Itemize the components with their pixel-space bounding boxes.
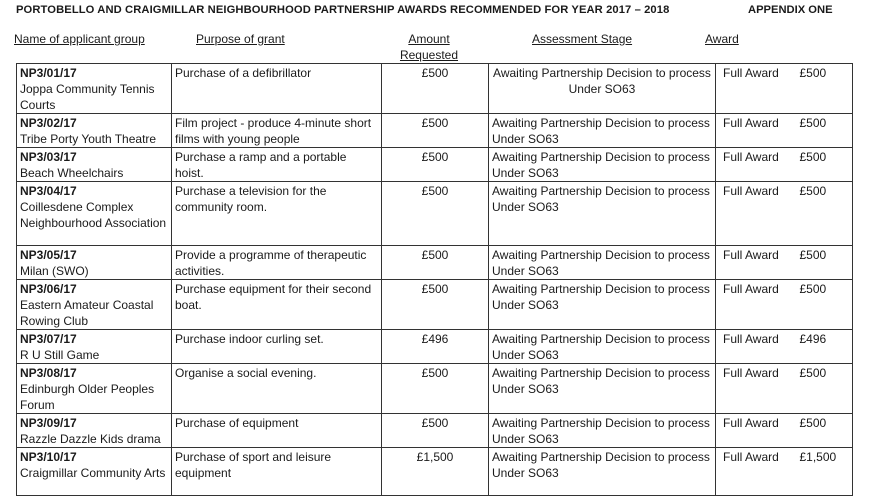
- table-row: [17, 414, 853, 448]
- purpose-cell: Purchase equipment for their second boat.: [172, 280, 382, 330]
- amount-cell: £500: [382, 64, 489, 114]
- award-type-cell: Full Award: [716, 246, 798, 280]
- applicant-group: Joppa Community Tennis Courts: [20, 82, 155, 112]
- document-title: PORTOBELLO AND CRAIGMILLAR NEIGHBOURHOOD PARTNERSHIP AWARDS RECOMMENDED FOR YEAR 2017 – 2018: [16, 4, 670, 16]
- stage-cell: Awaiting Partnership Decision to process Under SO63: [489, 64, 716, 114]
- amount-cell: £500: [382, 414, 489, 448]
- table-row: [17, 330, 853, 364]
- stage-cell: Awaiting Partnership Decision to process Under SO63: [489, 414, 716, 448]
- stage-cell: Awaiting Partnership Decision to process Under SO63: [489, 114, 716, 148]
- award-value-cell: £500: [798, 280, 853, 330]
- table-row: [17, 64, 853, 114]
- amount-cell: £500: [382, 246, 489, 280]
- award-value-cell: £500: [798, 414, 853, 448]
- applicant-group: R U Still Game: [20, 348, 100, 362]
- purpose-cell: Film project - produce 4-minute short films with young people: [172, 114, 382, 148]
- award-type-cell: Full Award: [716, 148, 798, 182]
- table-row: [17, 246, 853, 280]
- stage-cell: Awaiting Partnership Decision to process Under SO63: [489, 448, 716, 496]
- purpose-cell: Purchase of equipment: [172, 414, 382, 448]
- column-header-award: Award: [705, 32, 739, 46]
- applicant-group: Beach Wheelchairs: [20, 166, 124, 180]
- reference-number: NP3/01/17: [20, 66, 77, 80]
- amount-cell: £500: [382, 280, 489, 330]
- award-type-cell: Full Award: [716, 364, 798, 414]
- stage-cell: Awaiting Partnership Decision to process Under SO63: [489, 364, 716, 414]
- amount-cell: £496: [382, 330, 489, 364]
- reference-number: NP3/05/17: [20, 248, 77, 262]
- award-value-cell: £500: [798, 246, 853, 280]
- award-type-cell: Full Award: [716, 280, 798, 330]
- table-row: [17, 114, 853, 148]
- stage-cell: Awaiting Partnership Decision to process Under SO63: [489, 182, 716, 246]
- purpose-cell: Organise a social evening.: [172, 364, 382, 414]
- column-header-amount: Amount Requested: [399, 32, 459, 62]
- reference-number: NP3/02/17: [20, 116, 77, 130]
- purpose-cell: Provide a programme of therapeutic activities.: [172, 246, 382, 280]
- reference-number: NP3/09/17: [20, 416, 77, 430]
- applicant-group: Tribe Porty Youth Theatre: [20, 132, 157, 146]
- table-row: [17, 448, 853, 496]
- reference-number: NP3/04/17: [20, 184, 77, 198]
- award-type-cell: Full Award: [716, 414, 798, 448]
- amount-cell: £1,500: [382, 448, 489, 496]
- table-row: [17, 148, 853, 182]
- purpose-cell: Purchase a television for the community room.: [172, 182, 382, 246]
- amount-cell: £500: [382, 148, 489, 182]
- column-header-stage: Assessment Stage: [532, 32, 633, 46]
- applicant-group: Razzle Dazzle Kids drama: [20, 432, 161, 446]
- award-type-cell: Full Award: [716, 114, 798, 148]
- award-value-cell: £500: [798, 64, 853, 114]
- stage-cell: Awaiting Partnership Decision to process Under SO63: [489, 148, 716, 182]
- applicant-cell: [17, 114, 172, 148]
- table-row: [17, 182, 853, 246]
- applicant-cell: [17, 246, 172, 280]
- reference-number: NP3/06/17: [20, 282, 77, 296]
- amount-cell: £500: [382, 114, 489, 148]
- applicant-cell: [17, 414, 172, 448]
- award-type-cell: Full Award: [716, 330, 798, 364]
- stage-cell: Awaiting Partnership Decision to process Under SO63: [489, 246, 716, 280]
- award-value-cell: £500: [798, 148, 853, 182]
- purpose-cell: Purchase a ramp and a portable hoist.: [172, 148, 382, 182]
- amount-cell: £500: [382, 364, 489, 414]
- applicant-group: Coillesdene Complex Neighbourhood Association: [20, 200, 167, 230]
- award-value-cell: £1,500: [798, 448, 853, 496]
- reference-number: NP3/07/17: [20, 332, 77, 346]
- award-type-cell: Full Award: [716, 64, 798, 114]
- award-value-cell: £500: [798, 182, 853, 246]
- applicant-cell: [17, 182, 172, 246]
- applicant-group: Milan (SWO): [20, 264, 89, 278]
- stage-cell: Awaiting Partnership Decision to process Under SO63: [489, 280, 716, 330]
- award-value-cell: £500: [798, 114, 853, 148]
- applicant-cell: [17, 330, 172, 364]
- award-value-cell: £500: [798, 364, 853, 414]
- applicant-cell: [17, 280, 172, 330]
- amount-cell: £500: [382, 182, 489, 246]
- purpose-cell: Purchase of sport and leisure equipment: [172, 448, 382, 496]
- reference-number: NP3/08/17: [20, 366, 77, 380]
- column-header-name: Name of applicant group: [14, 32, 145, 46]
- award-type-cell: Full Award: [716, 182, 798, 246]
- stage-cell: Awaiting Partnership Decision to process Under SO63: [489, 330, 716, 364]
- applicant-cell: [17, 448, 172, 496]
- award-type-cell: Full Award: [716, 448, 798, 496]
- applicant-group: Eastern Amateur Coastal Rowing Club: [20, 298, 154, 328]
- applicant-cell: [17, 364, 172, 414]
- award-value-cell: £496: [798, 330, 853, 364]
- column-header-purpose: Purpose of grant: [196, 32, 285, 46]
- applicant-cell: [17, 64, 172, 114]
- reference-number: NP3/10/17: [20, 450, 77, 464]
- applicant-cell: [17, 148, 172, 182]
- applicant-group: Edinburgh Older Peoples Forum: [20, 382, 155, 412]
- purpose-cell: Purchase of a defibrillator: [172, 64, 382, 114]
- reference-number: NP3/03/17: [20, 150, 77, 164]
- awards-table: [16, 63, 853, 496]
- appendix-label: APPENDIX ONE: [748, 4, 833, 16]
- applicant-group: Craigmillar Community Arts: [20, 466, 166, 480]
- table-row: [17, 280, 853, 330]
- table-row: [17, 364, 853, 414]
- purpose-cell: Purchase indoor curling set.: [172, 330, 382, 364]
